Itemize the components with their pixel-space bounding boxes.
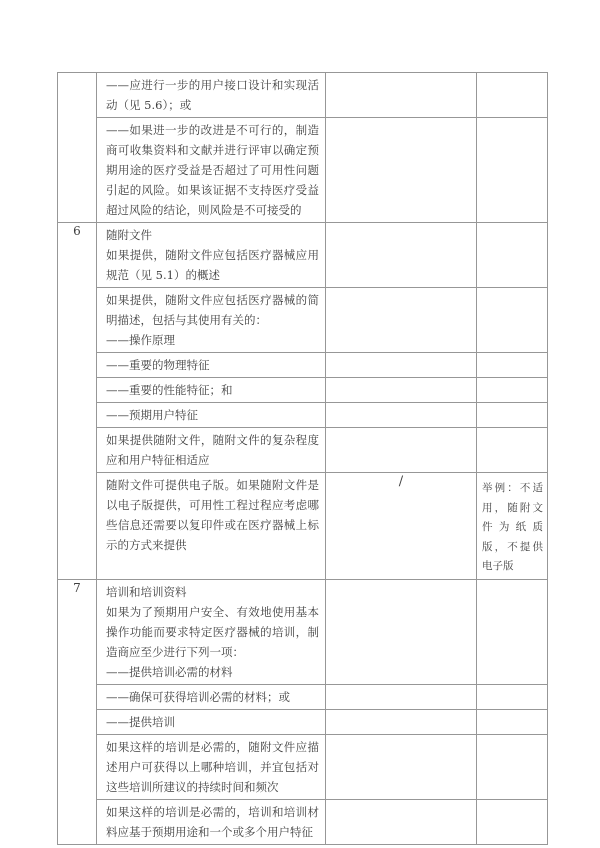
answer-cell — [326, 223, 477, 288]
requirement-text-cell — [97, 353, 326, 378]
table-row — [58, 734, 548, 799]
cell-paragraph: ——应进行一步的用户接口设计和实现活动（见 5.6）；或 — [106, 78, 319, 112]
answer-cell — [326, 709, 477, 734]
answer-cell — [326, 288, 477, 353]
table-row — [58, 799, 548, 844]
table-body — [58, 73, 548, 845]
answer-slash: / — [326, 473, 477, 580]
cell-paragraph: 如果这样的培训是必需的，培训和培训材料应基于预期用途和一个或多个用户特征 — [106, 804, 319, 839]
remark-cell — [477, 799, 548, 844]
cell-paragraph: 随附文件可提供电子版。如果随附文件是以电子版提供，可用性工程过程应考虑哪些信息还需要以复印件或在医疗器械上标示的方式来提供 — [106, 478, 319, 552]
cell-paragraph: ——重要的性能特征；和 — [106, 383, 233, 397]
cell-paragraph: ——重要的物理特征 — [106, 358, 210, 372]
requirement-text-cell — [97, 118, 326, 223]
table-row — [58, 579, 548, 684]
remark-cell — [477, 73, 548, 118]
requirement-text-cell — [97, 473, 326, 580]
cell-paragraph: 如果提供，随附文件应包括医疗器械应用规范（见 5.1）的概述 — [106, 248, 319, 282]
answer-cell — [326, 799, 477, 844]
remark-cell — [477, 118, 548, 223]
answer-cell — [326, 378, 477, 403]
remark-cell — [477, 353, 548, 378]
remark-cell — [477, 288, 548, 353]
section-number-cell — [58, 73, 97, 223]
remark-cell — [477, 223, 548, 288]
requirement-text-cell — [97, 709, 326, 734]
table-row — [58, 403, 548, 428]
table-row — [58, 684, 548, 709]
answer-cell — [326, 73, 477, 118]
cell-paragraph: 如果提供随附文件，随附文件的复杂程度应和用户特征相适应 — [106, 433, 319, 467]
answer-cell — [326, 118, 477, 223]
section-number-cell: 7 — [58, 579, 97, 844]
requirement-text-cell — [97, 579, 326, 684]
cell-paragraph: 如果提供，随附文件应包括医疗器械的简明描述，包括与其使用有关的： — [106, 293, 319, 327]
table-row — [58, 428, 548, 473]
table-row — [58, 118, 548, 223]
cell-paragraph: ——操作原理 — [106, 333, 175, 347]
answer-cell — [326, 353, 477, 378]
cell-paragraph: ——如果进一步的改进是不可行的，制造商可收集资料和文献并进行评审以确定预期用途的医疗受益是否超过了可用性问题引起的风险。如果该证据不支持医疗受益超过风险的结论，则风险是不可接受的 — [106, 123, 319, 217]
requirement-text-cell — [97, 73, 326, 118]
table-row — [58, 473, 548, 580]
cell-paragraph: ——提供培训必需的材料 — [106, 664, 233, 679]
remark-cell — [477, 734, 548, 799]
remark-cell — [477, 403, 548, 428]
requirement-text-cell — [97, 288, 326, 353]
table-row — [58, 353, 548, 378]
cell-paragraph: ——提供培训 — [106, 714, 175, 729]
answer-cell — [326, 403, 477, 428]
table-row — [58, 709, 548, 734]
table-row — [58, 378, 548, 403]
cell-paragraph: 随附文件 — [106, 228, 152, 242]
requirement-text-cell — [97, 684, 326, 709]
table-row — [58, 223, 548, 288]
requirement-text-cell — [97, 428, 326, 473]
answer-cell — [326, 734, 477, 799]
remark-cell — [477, 378, 548, 403]
usability-checklist-table — [57, 72, 548, 845]
remark-cell — [477, 579, 548, 684]
cell-paragraph: 如果这样的培训是必需的，随附文件应描述用户可获得以上哪种培训，并宜包括对这些培训所建议的持续时间和频次 — [106, 739, 319, 794]
remark-cell — [477, 684, 548, 709]
answer-cell — [326, 579, 477, 684]
remark-cell — [477, 428, 548, 473]
cell-paragraph: ——确保可获得培训必需的材料；或 — [106, 689, 290, 704]
section-number-cell: 6 — [58, 223, 97, 580]
cell-paragraph: 培训和培训资料 — [106, 584, 187, 599]
remark-cell — [477, 709, 548, 734]
example-note-cell: 举例：不适用，随附文件为纸质版，不提供电子版 — [477, 473, 548, 580]
requirement-text-cell — [97, 799, 326, 844]
requirement-text-cell — [97, 403, 326, 428]
cell-paragraph: ——预期用户特征 — [106, 408, 198, 422]
requirement-text-cell — [97, 734, 326, 799]
cell-paragraph: 如果为了预期用户安全、有效地使用基本操作功能而要求特定医疗器械的培训，制造商应至少进行下列一项： — [106, 604, 319, 659]
requirement-text-cell — [97, 378, 326, 403]
answer-cell — [326, 428, 477, 473]
table-row — [58, 73, 548, 118]
answer-cell — [326, 684, 477, 709]
table-row — [58, 288, 548, 353]
requirement-text-cell — [97, 223, 326, 288]
